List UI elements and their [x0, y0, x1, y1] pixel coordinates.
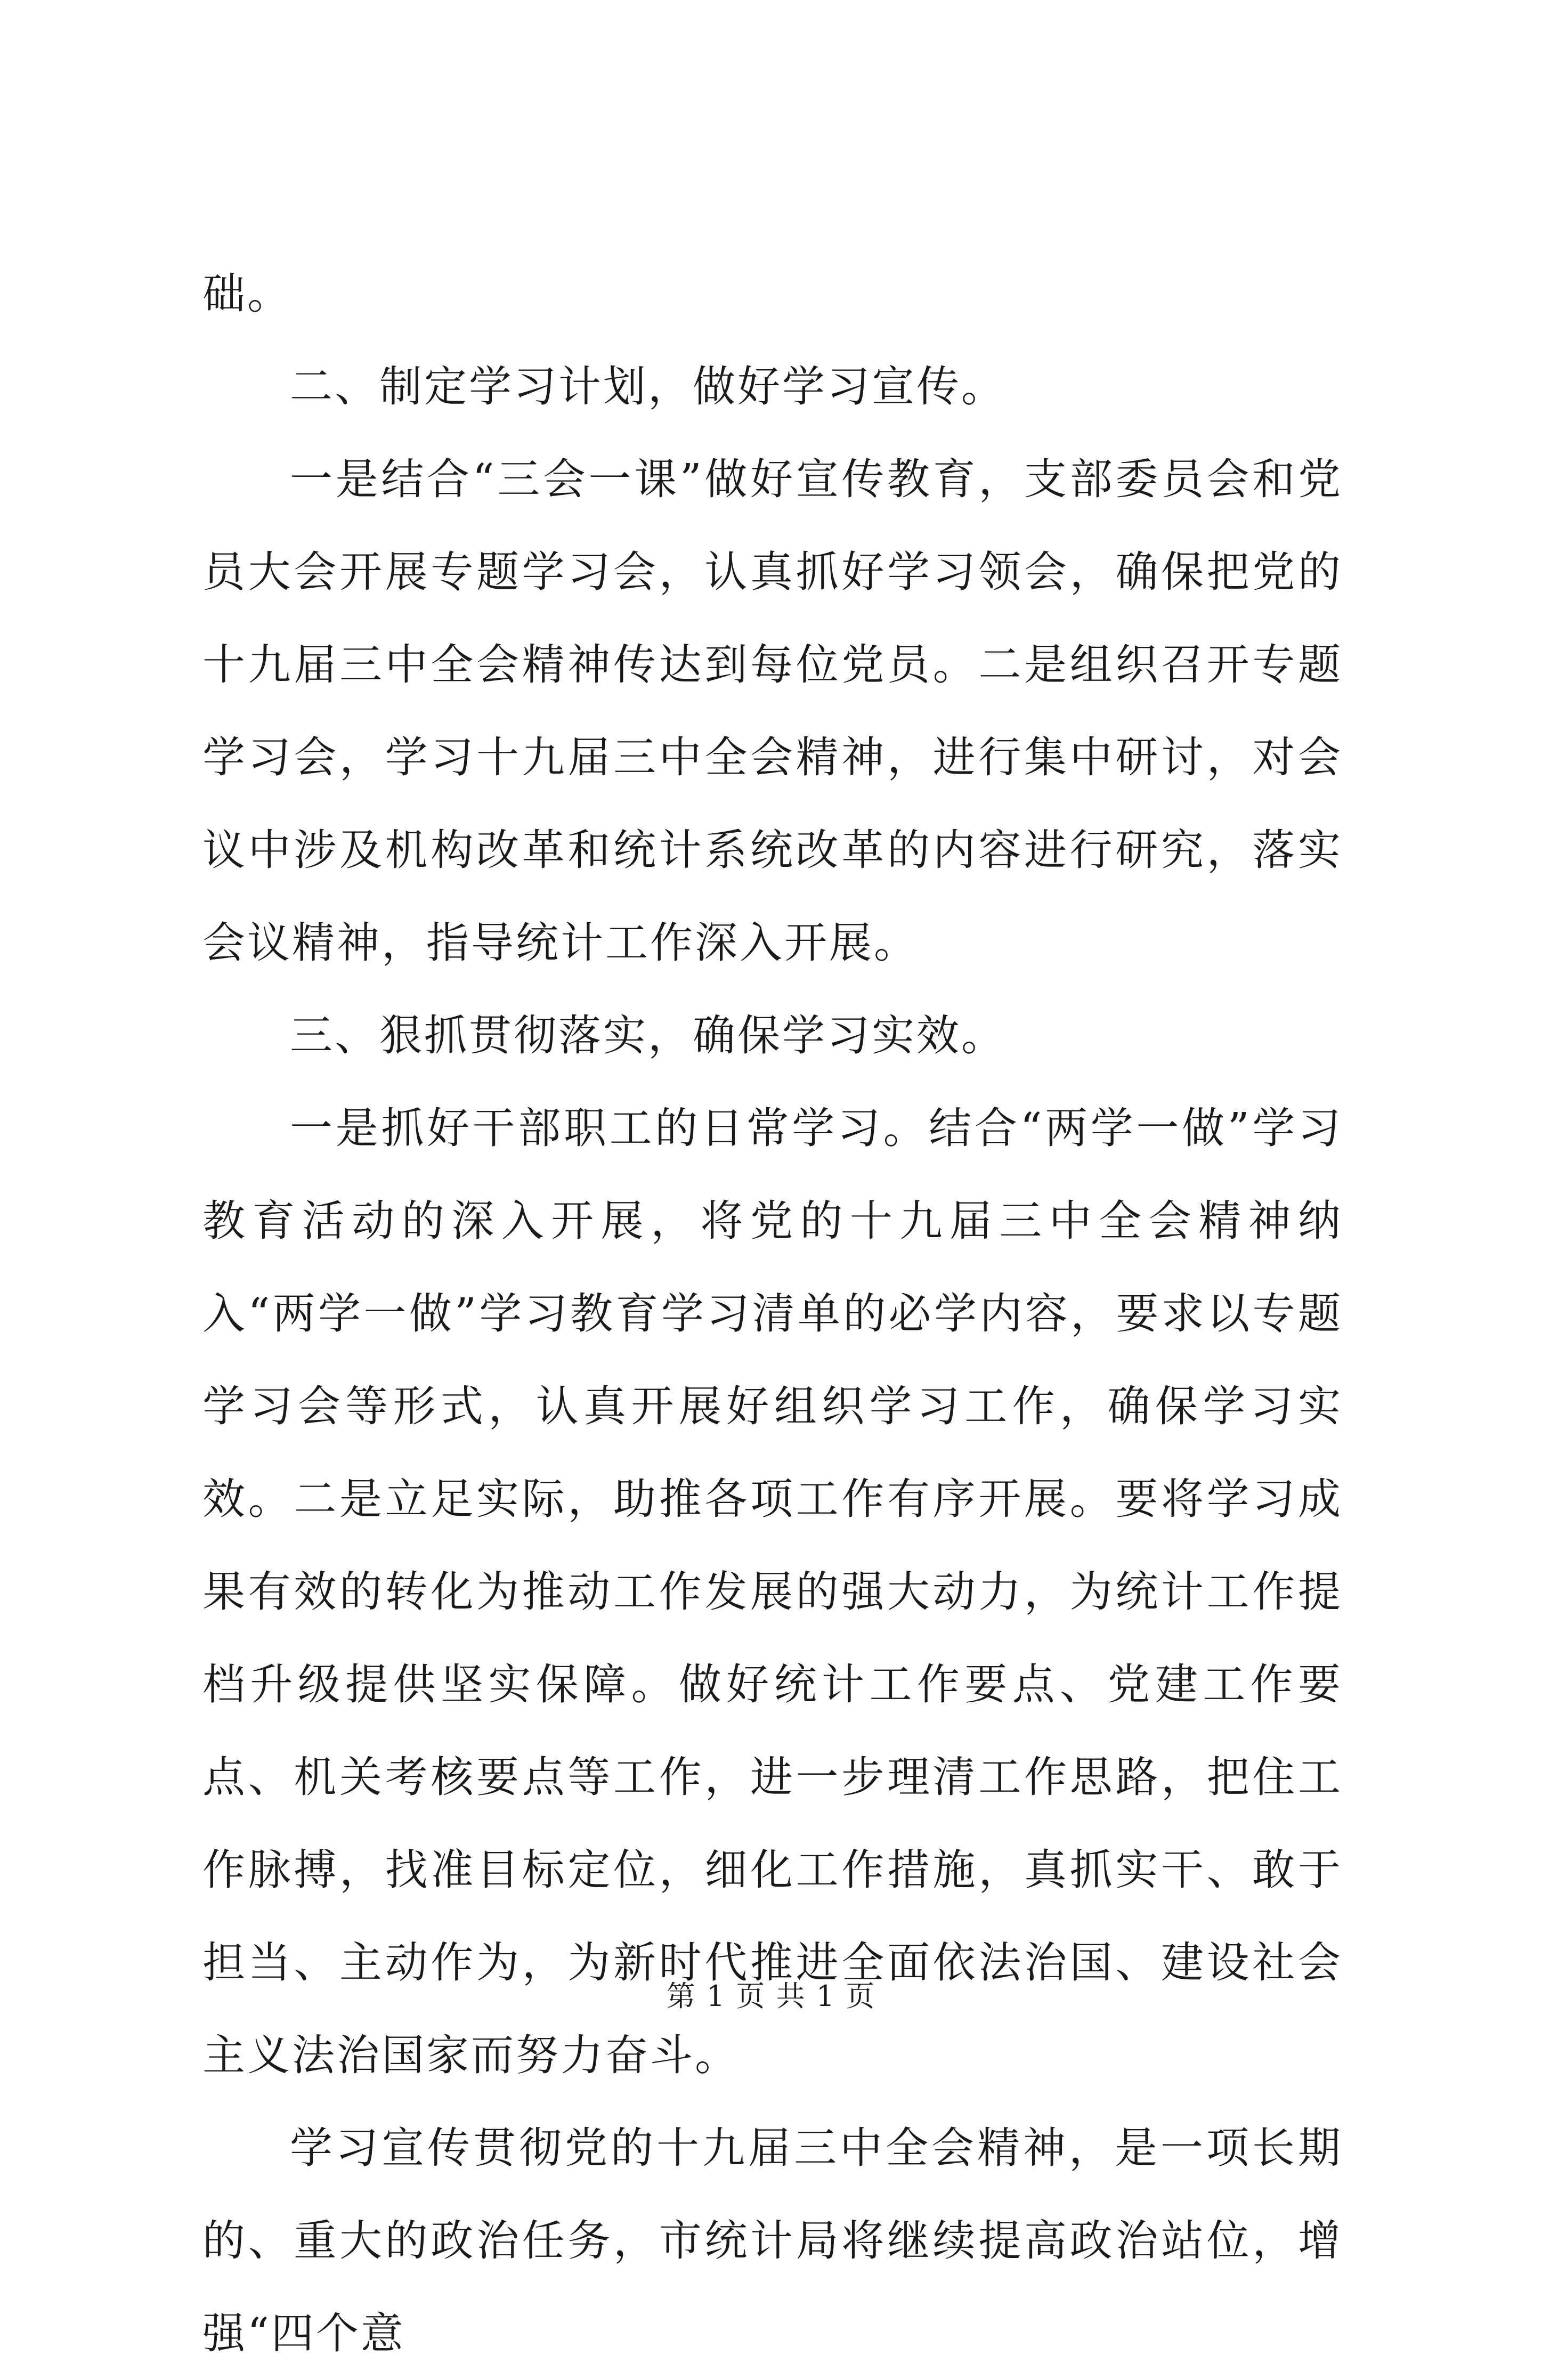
paragraph-continuation: 础。 — [202, 269, 292, 319]
page-footer — [0, 1978, 1542, 2015]
paragraph-section-3: 一是抓好干部职工的日常学习。结合“两学一做”学习教育活动的深入开展，将党的十九届三中全会精神纳入“两学一做”学习教育学习清单的必学内容，要求以专题学习会等形式，认真开展好组织学习工作，确保学习实效。二是立足实际，助推各项工作有序开展。要将学习成果有效的转化为推动工作发展的强大动力，为统计工作提档升级提供坚实保障。做好统计工作要点、党建工作要点、机关考核要点等工作，进一步理清工作思路，把住工作脉搏，找准目标定位，细化工作措施，真抓实干、敢于担当、主动作为，为新时代推进全面依法治国、建设社会主义法治国家而努力奋斗。 — [202, 1103, 1343, 2080]
page-number-label: 第 1 页 共 1 页 — [666, 1979, 876, 2013]
document-body — [202, 248, 1343, 2380]
paragraph-conclusion: 学习宣传贯彻党的十九届三中全会精神，是一项长期的、重大的政治任务，市统计局将继续提高政治站位，增强“四个意 — [202, 2123, 1343, 2358]
paragraph-section-2: 一是结合“三会一课”做好宣传教育，支部委员会和党员大会开展专题学习会，认真抓好学习领会，确保把党的十九届三中全会精神传达到每位党员。二是组织召开专题学习会，学习十九届三中全会精神，进行集中研讨，对会议中涉及机构改革和统计系统改革的内容进行研究，落实会议精神，指导统计工作深入开展。 — [202, 454, 1343, 968]
section-heading-3: 三、狠抓贯彻落实，确保学习实效。 — [290, 1011, 1006, 1060]
section-heading-2: 二、制定学习计划，做好学习宣传。 — [290, 362, 1006, 411]
